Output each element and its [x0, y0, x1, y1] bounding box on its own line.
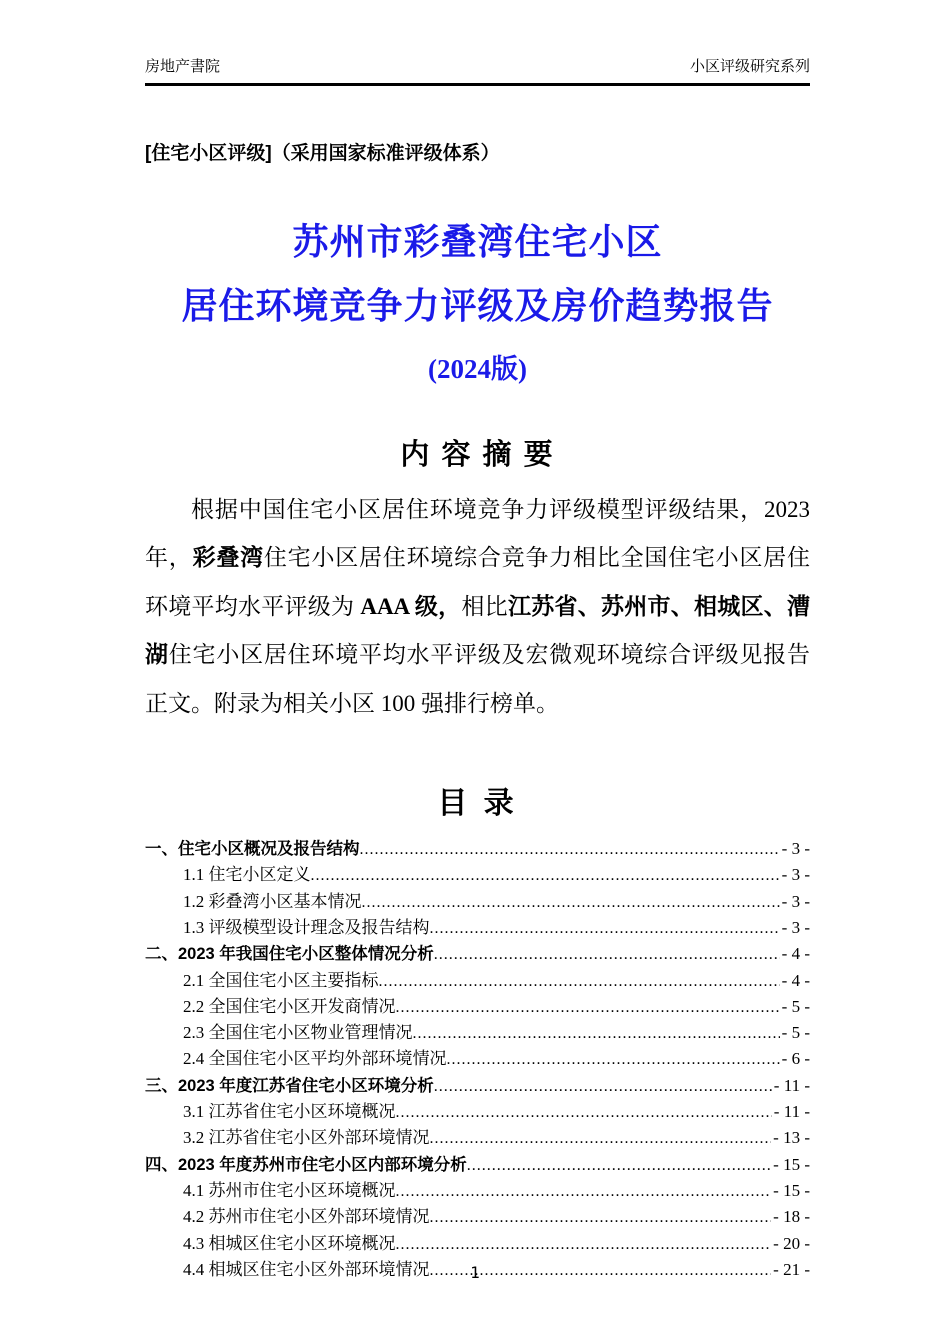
- summary-text: 相比: [461, 593, 508, 619]
- summary-text: 住宅小区居住环境平均水平评级及宏微观环境综合评级见报告正文。附录为相关小区 100 强排行榜单。: [145, 642, 811, 716]
- summary-text: 住宅小区居住环境综合竞争力相比全国住宅小区居住环境平均水平评级为: [145, 545, 811, 619]
- toc-dot-leader: [413, 1020, 780, 1046]
- toc-item: [145, 1099, 810, 1125]
- toc-item: [145, 889, 810, 915]
- toc-item-label: 2.2 全国住宅小区开发商情况: [183, 996, 396, 1016]
- toc-item-label: 四、2023 年度苏州市住宅小区内部环境分析: [145, 1155, 467, 1174]
- toc-item-page: - 3 -: [781, 891, 810, 911]
- toc-item-label: 1.3 评级模型设计理念及报告结构: [183, 917, 430, 937]
- toc-dot-leader: [362, 889, 780, 915]
- toc-item-page: - 3 -: [781, 865, 810, 885]
- toc-item-label: 一、住宅小区概况及报告结构: [145, 840, 360, 859]
- toc-item: [145, 968, 810, 994]
- toc-dot-leader: [396, 1099, 772, 1125]
- toc-item-label: 1.1 住宅小区定义: [183, 865, 311, 885]
- toc-item-page: - 5 -: [781, 996, 810, 1016]
- toc-dot-leader: [311, 862, 780, 888]
- toc-dot-leader: [430, 1125, 772, 1151]
- toc-dot-leader: [430, 1204, 772, 1230]
- toc-item-page: - 15 -: [773, 1154, 810, 1174]
- toc-item: [145, 1178, 810, 1204]
- toc-item-page: - 21 -: [773, 1259, 810, 1279]
- report-title-line2: 居住环境竞争力评级及房价趋势报告: [181, 285, 774, 326]
- toc-item-label: 3.2 江苏省住宅小区外部环境情况: [183, 1128, 430, 1148]
- toc-item-label: 三、2023 年度江苏省住宅小区环境分析: [145, 1076, 434, 1095]
- summary-text-bold: 彩叠湾: [192, 545, 264, 571]
- toc-item-label: 4.1 苏州市住宅小区环境概况: [183, 1180, 396, 1200]
- report-title-line1: 苏州市彩叠湾住宅小区: [292, 222, 663, 262]
- summary-text-bold: AAA 级，: [360, 593, 462, 619]
- toc-item-page: - 13 -: [773, 1128, 810, 1148]
- toc-item: [145, 1204, 810, 1230]
- toc-item-label: 二、2023 年我国住宅小区整体情况分析: [145, 945, 434, 964]
- toc-item: [145, 941, 810, 967]
- summary-text-bold: 江苏省、苏州市、相城区、漕湖: [145, 593, 811, 668]
- toc-item: [145, 1046, 810, 1072]
- toc-item-label: 2.3 全国住宅小区物业管理情况: [183, 1023, 413, 1043]
- toc-dot-leader: [447, 1046, 780, 1072]
- toc-item-label: 2.4 全国住宅小区平均外部环境情况: [183, 1049, 447, 1069]
- toc-item-page: - 3 -: [781, 839, 810, 859]
- rating-system-note: [住宅小区评级]（采用国家标准评级体系）: [145, 143, 500, 164]
- toc-dot-leader: [396, 1178, 772, 1204]
- toc-item-label: 4.2 苏州市住宅小区外部环境情况: [183, 1207, 430, 1227]
- toc-item-page: - 11 -: [773, 1102, 810, 1122]
- page-header: [145, 58, 810, 86]
- toc-heading: 目 录: [437, 787, 518, 821]
- title-block: [145, 219, 810, 386]
- report-edition: (2024版): [428, 353, 527, 384]
- toc-list: [145, 836, 810, 1283]
- toc-item: [145, 1152, 810, 1178]
- toc-item-page: - 4 -: [781, 944, 810, 964]
- toc-item-page: - 6 -: [781, 1049, 810, 1069]
- summary-text: 根据中国住宅小区居住环境竞争力评级模型评级结果，2023 年，: [145, 496, 810, 571]
- toc-item-page: - 18 -: [773, 1207, 810, 1227]
- toc-item-page: - 4 -: [781, 970, 810, 990]
- toc-item-page: - 15 -: [773, 1180, 810, 1200]
- toc-item-label: 4.3 相城区住宅小区环境概况: [183, 1233, 396, 1253]
- toc-item-page: - 11 -: [773, 1075, 810, 1095]
- header-brand: 房地产書院: [145, 58, 221, 75]
- toc-dot-leader: [467, 1152, 771, 1178]
- toc-item-page: - 5 -: [781, 1023, 810, 1043]
- toc-dot-leader: [379, 968, 780, 994]
- page-number: 1: [470, 1263, 480, 1282]
- summary-heading: 内 容 摘 要: [400, 438, 555, 471]
- toc-item-label: 4.4 相城区住宅小区外部环境情况: [183, 1259, 430, 1279]
- toc-item: [145, 862, 810, 888]
- toc-item: [145, 1073, 810, 1099]
- summary-paragraph: [145, 486, 810, 729]
- toc-dot-leader: [434, 941, 780, 967]
- toc-item-page: - 20 -: [773, 1233, 810, 1253]
- toc-dot-leader: [396, 1231, 772, 1257]
- header-series: 小区评级研究系列: [689, 58, 810, 75]
- toc-item: [145, 836, 810, 862]
- toc-item-label: 2.1 全国住宅小区主要指标: [183, 970, 379, 990]
- toc-item: [145, 1125, 810, 1151]
- toc-dot-leader: [430, 915, 780, 941]
- toc-item: [145, 915, 810, 941]
- toc-dot-leader: [360, 836, 780, 862]
- toc-item-label: 3.1 江苏省住宅小区环境概况: [183, 1102, 396, 1122]
- toc-dot-leader: [434, 1073, 772, 1099]
- toc-item: [145, 1020, 810, 1046]
- toc-dot-leader: [396, 994, 780, 1020]
- toc-item-page: - 3 -: [781, 917, 810, 937]
- toc-item: [145, 994, 810, 1020]
- toc-item: [145, 1231, 810, 1257]
- toc-item-label: 1.2 彩叠湾小区基本情况: [183, 891, 362, 911]
